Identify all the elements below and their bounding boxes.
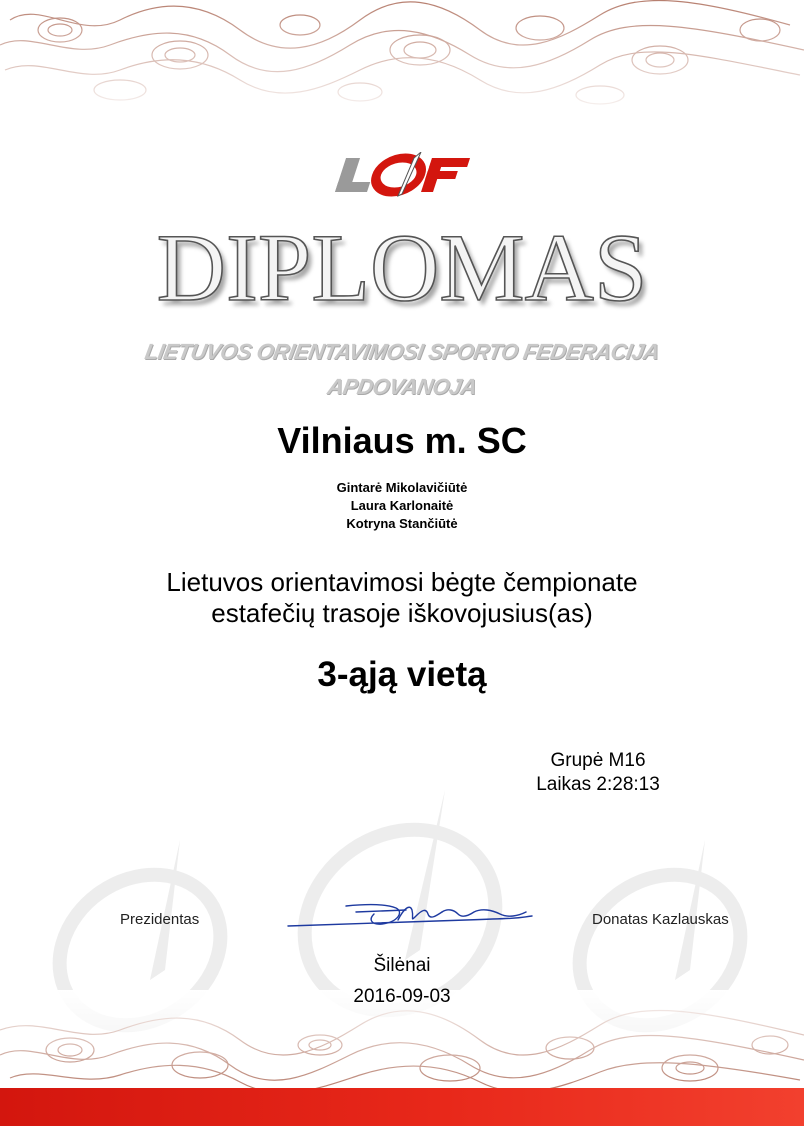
federation-name: LIETUVOS ORIENTAVIMOSI SPORTO FEDERACIJA (142, 339, 662, 364)
date: 2016-09-03 (353, 986, 451, 1007)
team-member: Laura Karlonaitė (350, 498, 454, 513)
top-contour-band (0, 0, 804, 120)
team-name: Vilniaus m. SC (277, 420, 527, 461)
description-line-1: Lietuvos orientavimosi bėgte čempionate (166, 567, 638, 597)
losf-logo (326, 152, 486, 202)
team-member: Kotryna Stančiūtė (346, 516, 458, 531)
time-label: Laikas 2:28:13 (536, 774, 660, 795)
signatory-name: Donatas Kazlauskas (592, 911, 729, 928)
team-member: Gintarė Mikolavičiūtė (336, 480, 468, 495)
signature-image (286, 898, 536, 932)
bottom-red-bar (0, 1088, 804, 1126)
description-line-2: estafečių trasoje iškovojusius(as) (211, 598, 593, 628)
diploma-title: DIPLOMAS (156, 214, 648, 321)
group-label: Grupė M16 (550, 750, 646, 771)
signatory-role: Prezidentas (120, 911, 200, 928)
federation-awards: APDOVANOJA (325, 374, 479, 399)
place-awarded: 3-ąją vietą (317, 655, 487, 694)
location: Šilėnai (373, 955, 431, 976)
